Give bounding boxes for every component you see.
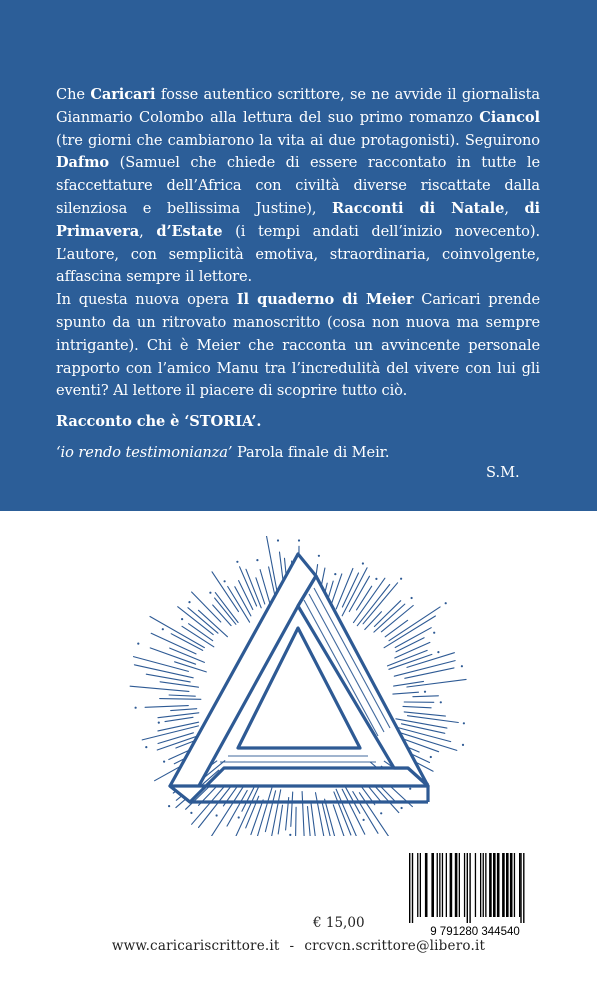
sunburst-dot xyxy=(188,601,190,603)
blurb-tagline xyxy=(56,411,540,434)
sunburst-ray xyxy=(211,787,243,836)
quote-text: ‘io rendo testimonianza’ xyxy=(56,443,233,461)
barcode-bar xyxy=(523,853,524,923)
sunburst-dot xyxy=(433,632,435,634)
sunburst-dot xyxy=(224,580,226,582)
isbn-number: 9 791280 344540 xyxy=(430,926,520,938)
sunburst-dot xyxy=(145,746,147,748)
sunburst-dot xyxy=(375,578,377,580)
sunburst-ray xyxy=(251,800,263,835)
sunburst-dot xyxy=(401,807,403,809)
text-run: , xyxy=(504,199,525,217)
sunburst-ray xyxy=(246,569,261,608)
sunburst-ray xyxy=(267,536,279,597)
sunburst-dot xyxy=(238,816,240,818)
sunburst-dot xyxy=(440,701,442,703)
barcode-bar xyxy=(519,853,520,917)
sunburst-dot xyxy=(334,573,336,575)
barcode-bar xyxy=(514,853,515,917)
sunburst-dot xyxy=(400,578,402,580)
price: € 15,00 xyxy=(313,915,365,931)
text-run: In questa nuova opera xyxy=(56,291,237,309)
barcode-bar xyxy=(469,853,470,923)
sunburst-ray xyxy=(413,696,439,697)
sunburst-ray xyxy=(407,679,466,687)
sunburst-ray xyxy=(405,668,454,678)
sunburst-dot xyxy=(463,722,465,724)
sunburst-ray xyxy=(278,805,282,834)
sunburst-dot xyxy=(209,592,211,594)
sunburst-ray xyxy=(357,586,372,610)
barcode-bar xyxy=(475,853,476,917)
sunburst-ray xyxy=(160,682,198,687)
blurb-paragraph-2 xyxy=(56,289,540,403)
barcode-bar xyxy=(502,853,505,917)
barcode-bar xyxy=(420,853,421,917)
barcode-bar xyxy=(485,853,486,917)
sunburst-ray xyxy=(134,665,193,678)
author-name: Caricari xyxy=(90,86,156,103)
sunburst-dot xyxy=(437,651,439,653)
book-title: d’Estate xyxy=(156,222,223,240)
barcode-bar xyxy=(450,853,453,917)
sunburst-ray xyxy=(302,792,304,836)
sunburst-dot xyxy=(380,812,382,814)
sunburst-dot xyxy=(158,722,160,724)
impossible-triangle-icon xyxy=(128,536,468,836)
sunburst-ray xyxy=(404,712,445,716)
sunburst-ray xyxy=(374,601,400,627)
quote-attribution: Parola finale di Meir. xyxy=(232,443,390,461)
text-run: fosse autentico scrittore, se ne avvide il giornalista Gianmario Colombo alla lettura del suo primo romanzo xyxy=(56,86,540,126)
sunburst-dot xyxy=(424,691,426,693)
book-title: Dafmo xyxy=(56,154,110,172)
book-title: Ciancol xyxy=(479,108,540,126)
sunburst-ray xyxy=(385,620,407,637)
blurb-quote xyxy=(56,442,540,465)
book-title: di Primavera xyxy=(56,199,540,240)
sunburst-ray xyxy=(171,709,197,711)
website-link[interactable]: www.caricariscrittore.it xyxy=(111,938,280,954)
sunburst-ray xyxy=(175,662,207,672)
sunburst-dot xyxy=(411,597,413,599)
barcode-bar xyxy=(480,853,481,917)
sunburst-dot xyxy=(362,562,364,564)
sunburst-dot xyxy=(363,819,365,821)
barcode-bar xyxy=(467,853,468,923)
barcode-bar xyxy=(493,853,496,917)
sunburst-dot xyxy=(181,618,183,620)
barcode-bar xyxy=(412,853,413,923)
sunburst-dot xyxy=(236,561,238,563)
tagline-text: Racconto che è ‘STORIA’. xyxy=(56,413,262,431)
sunburst-dot xyxy=(190,812,192,814)
barcode-bar xyxy=(437,853,438,917)
barcode-bar xyxy=(520,853,521,923)
sunburst-dot xyxy=(256,559,258,561)
barcode-bar xyxy=(510,853,513,917)
sunburst-ray xyxy=(402,724,445,734)
blurb-paragraph-1 xyxy=(56,84,540,289)
sunburst-dot xyxy=(461,665,463,667)
book-title: Il quaderno di Meier xyxy=(236,291,414,309)
text-run: Caricari prende spunto da un ritrovato manoscritto (cosa non nuova ma sempre intrigante). Chi è Meier che racconta un avvincente personale rapporto con l’amico Manu tra l’incredulità del vivere con lui gli eventi? Al lettore il piacere di scoprire tutto ciò. xyxy=(56,291,540,400)
barcode-bar xyxy=(442,853,443,917)
text-run: (Samuel che chiede di essere raccontato in tutte le sfaccettature dell’Africa con civiltà diverse riscattate dalla silenziosa e bellissima Justine), xyxy=(56,154,540,217)
barcode-bar xyxy=(446,853,447,917)
text-run: Che xyxy=(56,86,91,103)
sunburst-ray xyxy=(158,722,199,731)
sunburst-ray xyxy=(165,717,193,721)
barcode-bar xyxy=(455,853,458,917)
sunburst-ray xyxy=(353,792,378,834)
sunburst-dot xyxy=(135,707,137,709)
sunburst-dot xyxy=(430,756,432,758)
text-run: (i tempi andati dell’inizio novecento). L’autore, con semplicità emotiva, straordinaria, coinvolgente, affascina sempre il lettore. xyxy=(56,222,541,286)
sunburst-ray xyxy=(269,567,276,597)
sunburst-ray xyxy=(188,608,218,634)
sunburst-ray xyxy=(374,604,405,632)
barcode-bar xyxy=(459,853,460,917)
sunburst-dot xyxy=(216,814,218,816)
barcode-bar xyxy=(425,853,428,917)
barcode-bar xyxy=(464,853,465,917)
footer-contacts xyxy=(0,938,597,954)
sunburst-dot xyxy=(298,539,300,541)
sunburst-ray xyxy=(145,706,188,708)
sunburst-ray xyxy=(408,716,459,723)
barcode-bar xyxy=(409,853,410,923)
barcode-bar xyxy=(483,853,484,917)
sunburst-ray xyxy=(239,581,253,610)
sunburst-dot xyxy=(289,834,291,836)
text-run: , xyxy=(139,222,157,240)
barcode-bar xyxy=(417,853,418,917)
sunburst-ray xyxy=(403,706,431,707)
sunburst-ray xyxy=(160,699,201,700)
sunburst-ray xyxy=(316,793,326,836)
barcode-bar xyxy=(497,853,500,917)
barcode-bar xyxy=(506,853,509,917)
sunburst-dot xyxy=(162,628,164,630)
email-link[interactable]: crcvcn.scrittore@libero.it xyxy=(304,938,486,954)
sunburst-dot xyxy=(318,555,320,557)
sunburst-ray xyxy=(311,803,318,836)
sunburst-dot xyxy=(277,539,279,541)
sunburst-ray xyxy=(130,686,189,691)
sunburst-ray xyxy=(296,807,297,836)
blurb-text xyxy=(56,84,540,465)
sunburst-ray xyxy=(308,807,311,836)
sunburst-ray xyxy=(291,792,293,826)
sunburst-dot xyxy=(445,602,447,604)
sunburst-ray xyxy=(169,695,195,696)
signature: S.M. xyxy=(486,464,520,481)
footer-separator: - xyxy=(289,938,295,954)
sunburst-dot xyxy=(137,643,139,645)
sunburst-dot xyxy=(163,761,165,763)
sunburst-ray xyxy=(228,587,250,623)
barcode-bar xyxy=(489,853,492,917)
barcode-bar xyxy=(439,853,440,917)
sunburst-dot xyxy=(462,744,464,746)
barcode xyxy=(399,851,551,939)
book-title: Racconti di Natale xyxy=(331,199,505,217)
sunburst-ray xyxy=(393,692,419,694)
sunburst-ray xyxy=(178,607,214,635)
sunburst-ray xyxy=(363,583,398,624)
sunburst-dot xyxy=(168,805,170,807)
text-run: (tre giorni che cambiarono la vita ai due protagonisti). Seguirono xyxy=(56,131,540,149)
barcode-bar xyxy=(431,853,434,917)
